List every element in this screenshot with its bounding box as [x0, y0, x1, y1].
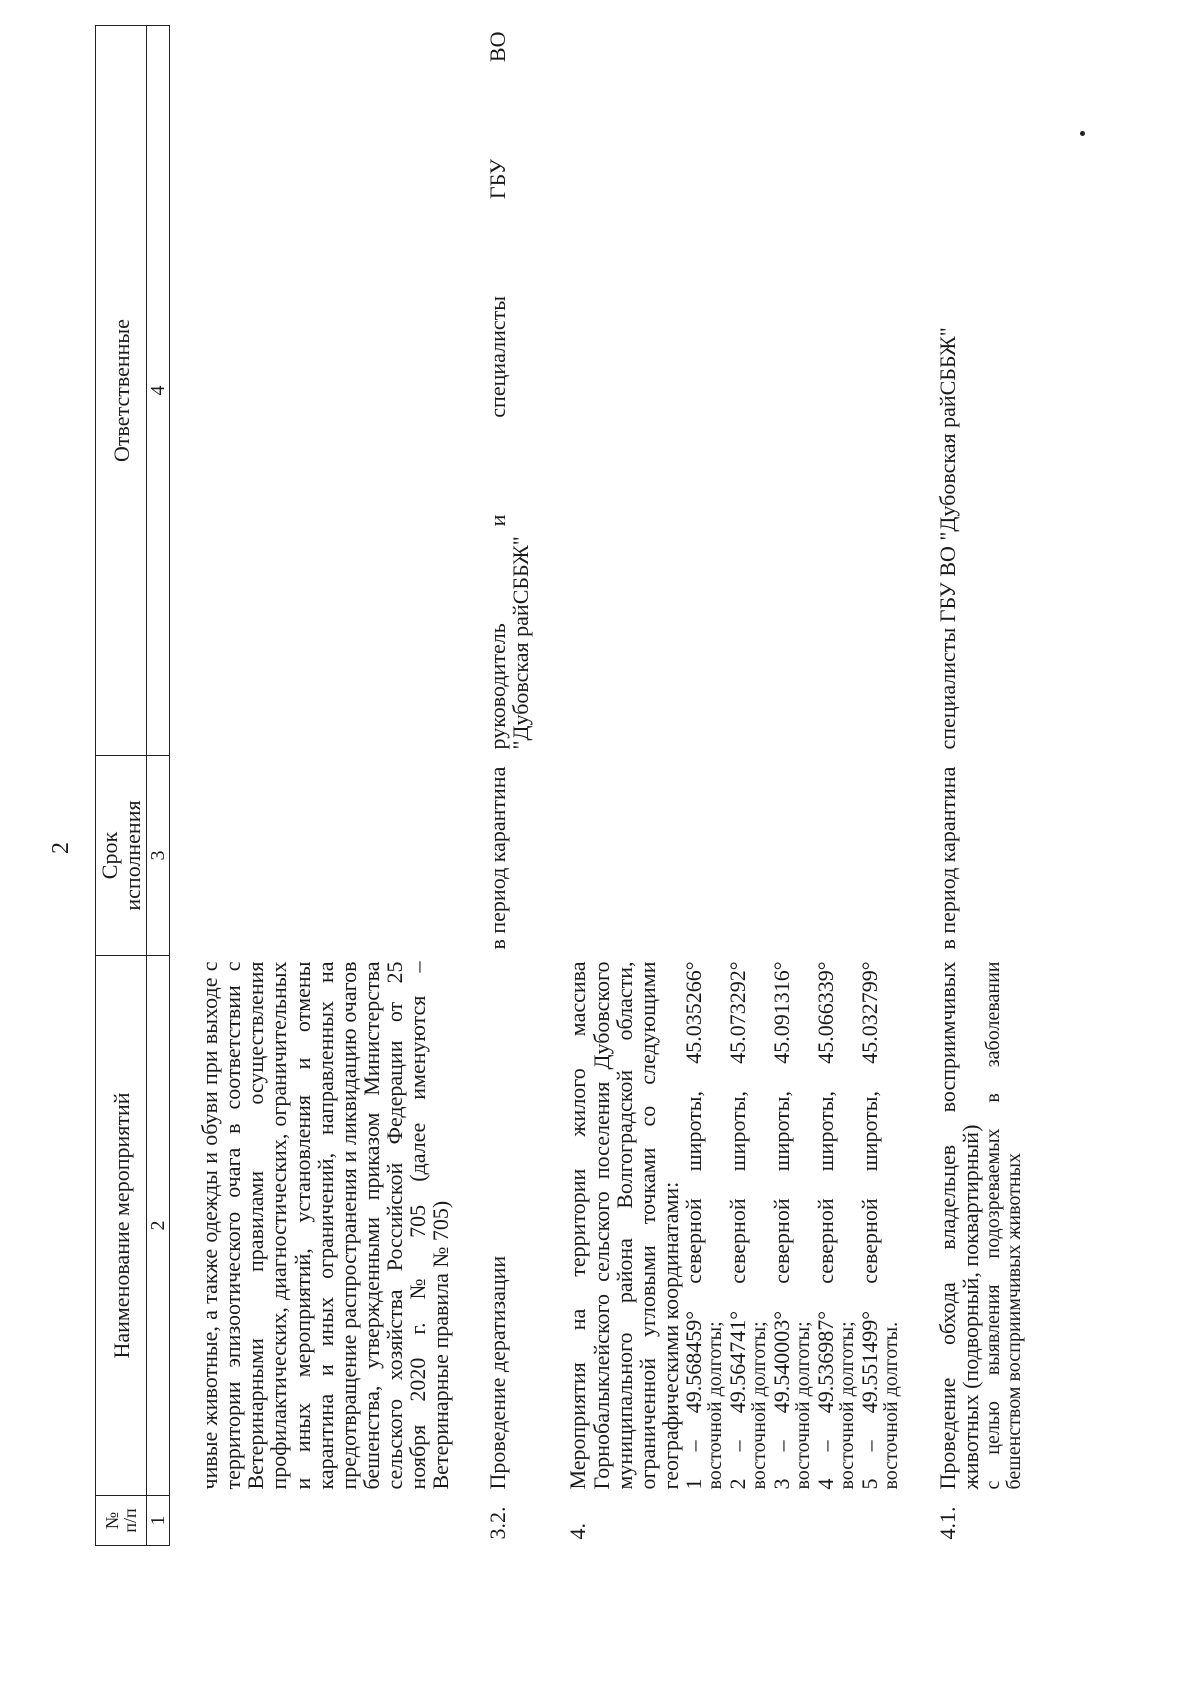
header-term: Срок исполнения	[96, 756, 147, 956]
row-responsible: специалисты ГБУ ВО "Дубовская райСББЖ"	[935, 327, 961, 750]
table-row	[486, 26, 532, 1546]
measure-description: Проведение обхода владельцев восприимчивых животных (подворный, поквартирный)	[935, 961, 984, 1490]
row-number: 3.2.	[485, 1506, 511, 1540]
table-row	[170, 26, 453, 1546]
row-number: 4.	[565, 1523, 591, 1540]
row-responsible	[566, 26, 902, 756]
measure-description-note: с целью выявления подозреваемых в заболевании бешенством восприимчивых животных	[981, 961, 1025, 1490]
column-index: 2	[147, 956, 170, 1496]
coordinate-line: восточной долготы;	[792, 1321, 815, 1490]
row-measure-name: Проведение дератизации	[485, 1255, 511, 1490]
row-number	[170, 1496, 453, 1546]
table-row	[566, 26, 902, 1546]
header-name: Наименование мероприятий	[96, 956, 147, 1496]
column-index: 3	[147, 756, 170, 956]
header-responsible: Ответственные	[96, 26, 147, 756]
row-measure-name	[566, 956, 902, 1496]
page-number: 2	[48, 842, 74, 854]
responsible-line: руководитель и специалисты ГБУ ВО	[485, 31, 511, 750]
row-measure-name: чивые животные, а также одежды и обуви при выходе с территории эпизоотического очага в соответствии с Ветеринарными правилами осуществления профилактических, диагностических, ограничительных и иных мероприятий, установления и отмены карантина и иных ограничений, направленных на предотвращение распространения и ликвидацию очагов бешенства, утвержденными приказом Министерства сельского хозяйства Российской Федерации от 25 ноября 2020 г. № 705 (далее именуются – Ветеринарные правила № 705)	[197, 961, 454, 1490]
coordinate-line: 2 – 49.564741° северной широты, 45.073292°	[724, 961, 750, 1490]
measure-description: Мероприятия на территории жилого массива Горнобалыклейского сельского поселения Дубовского муниципального района Волгоградской области, ограниченной угловыми точками со следующими географическими координатами:	[565, 961, 683, 1490]
column-index: 1	[147, 1496, 170, 1546]
coordinate-line: 5 – 49.551499° северной широты, 45.032799°	[857, 961, 883, 1490]
row-responsible	[170, 26, 453, 756]
coordinate-line: восточной долготы;	[748, 1321, 771, 1490]
measures-table	[95, 25, 1025, 1546]
row-measure-name	[936, 956, 1024, 1496]
coordinate-item	[814, 962, 858, 1490]
coordinate-item	[770, 962, 814, 1490]
coordinate-line: 3 – 49.540003° северной широты, 45.091316°	[769, 961, 795, 1490]
row-number: 4.1.	[935, 1506, 961, 1540]
coordinate-item	[858, 962, 902, 1490]
table-header-row	[96, 26, 147, 1546]
coordinate-item	[726, 962, 770, 1490]
coordinate-line: восточной долготы;	[703, 1321, 726, 1490]
responsible-line: "Дубовская райСББЖ"	[508, 536, 534, 750]
table-row	[936, 26, 1024, 1546]
column-index: 4	[147, 26, 170, 756]
coordinate-line: 4 – 49.536987° северной широты, 45.066339°	[813, 961, 839, 1490]
ink-dot	[1080, 131, 1085, 136]
row-term	[170, 756, 453, 956]
coordinate-line: 1 – 49.568459° северной широты, 45.035266°	[680, 961, 706, 1490]
coordinate-line: восточной долготы;	[836, 1321, 859, 1490]
row-term	[566, 756, 902, 956]
header-num: № п/п	[96, 1496, 147, 1546]
row-term: в период карантина	[935, 766, 961, 950]
coordinate-line: восточной долготы.	[880, 1321, 903, 1490]
row-term: в период карантина	[485, 766, 511, 950]
column-index-row	[147, 26, 170, 1546]
row-responsible	[486, 26, 532, 756]
coordinate-item	[682, 962, 726, 1490]
